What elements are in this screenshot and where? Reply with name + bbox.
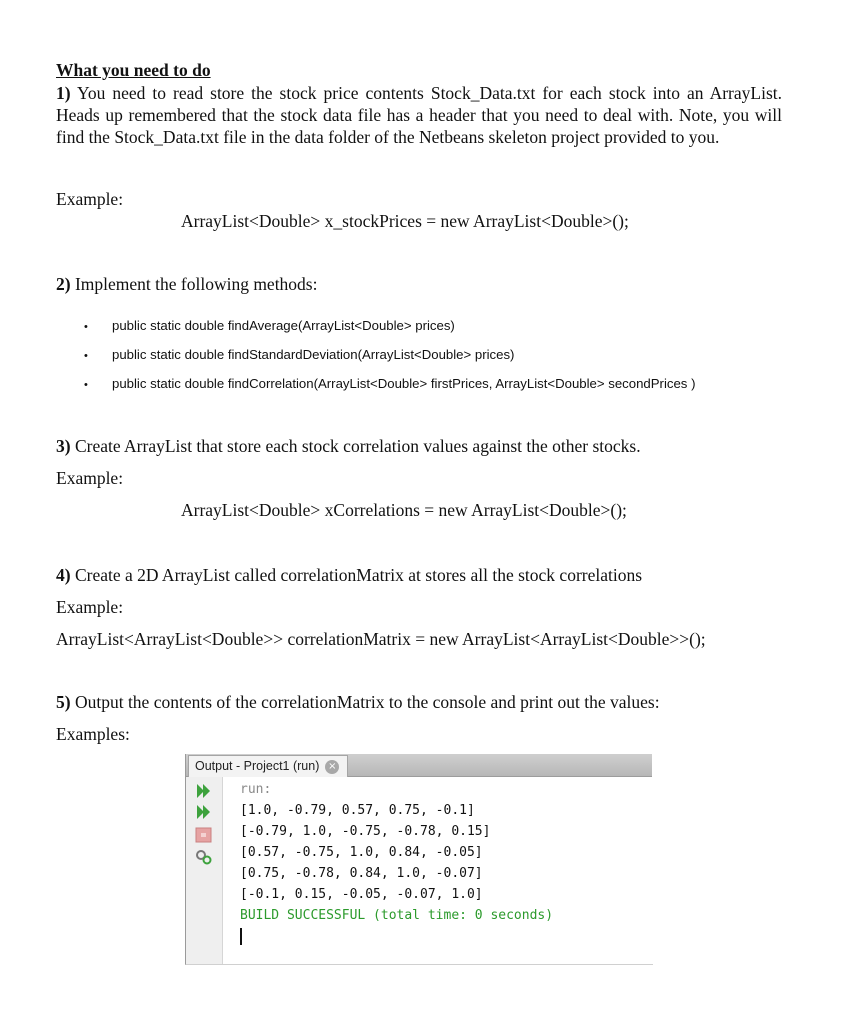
step-2-number: 2) xyxy=(56,274,71,294)
method-list-item xyxy=(84,376,695,391)
settings-icon[interactable] xyxy=(195,849,213,865)
method-signature: public static double findAverage(ArrayList<Double> prices) xyxy=(112,318,455,333)
console-output xyxy=(240,779,553,947)
step-4-example-code: ArrayList<ArrayList<Double>> correlationMatrix = new ArrayList<ArrayList<Double>>(); xyxy=(56,629,706,649)
step-4-paragraph xyxy=(56,565,642,586)
step-4-text: Create a 2D ArrayList called correlationMatrix at stores all the stock correlations xyxy=(70,565,643,585)
bullet: • xyxy=(84,321,88,333)
step-1-paragraph xyxy=(56,82,782,148)
rerun-with-params-icon[interactable] xyxy=(195,804,213,820)
step-1-text: You need to read store the stock price contents Stock_Data.txt for each stock into an ArrayList. Heads up remembered that the stock data file has a header that you need to deal with. Note, you will find the Stock_Data.txt file in the data folder of the Netbeans skeleton project provided to you. xyxy=(56,83,782,147)
build-status: BUILD SUCCESSFUL (total time: 0 seconds) xyxy=(240,908,554,923)
step-5-example-label: Examples: xyxy=(56,724,130,744)
section-heading: What you need to do xyxy=(56,60,211,80)
console-line: [-0.79, 1.0, -0.75, -0.78, 0.15] xyxy=(240,824,491,839)
rerun-icon[interactable] xyxy=(195,783,213,799)
output-tab-bar xyxy=(186,754,652,777)
text-cursor xyxy=(240,928,242,945)
step-3-paragraph xyxy=(56,436,641,457)
console-line: [-0.1, 0.15, -0.05, -0.07, 1.0] xyxy=(240,887,483,902)
method-signature: public static double findCorrelation(ArrayList<Double> firstPrices, ArrayList<Double> secondPrices ) xyxy=(112,376,696,391)
step-1-example-code: ArrayList<Double> x_stockPrices = new ArrayList<Double>(); xyxy=(181,211,629,231)
method-signature: public static double findStandardDeviation(ArrayList<Double> prices) xyxy=(112,347,515,362)
step-4-number: 4) xyxy=(56,565,71,585)
step-3-text: Create ArrayList that store each stock correlation values against the other stocks. xyxy=(70,436,641,456)
console-line: [0.75, -0.78, 0.84, 1.0, -0.07] xyxy=(240,866,483,881)
step-5-text: Output the contents of the correlationMatrix to the console and print out the values: xyxy=(70,692,660,712)
bullet: • xyxy=(84,379,88,391)
step-2-paragraph xyxy=(56,274,317,295)
console-line: run: xyxy=(240,782,272,797)
method-list-item xyxy=(84,347,514,362)
output-toolbar xyxy=(186,777,223,964)
step-3-example-label: Example: xyxy=(56,468,124,488)
step-5-number: 5) xyxy=(56,692,71,712)
method-list-item xyxy=(84,318,455,333)
bullet: • xyxy=(84,350,88,362)
step-1-number: 1) xyxy=(56,83,71,103)
step-5-paragraph xyxy=(56,692,660,713)
step-2-text: Implement the following methods: xyxy=(70,274,318,294)
output-tab[interactable] xyxy=(188,755,348,777)
step-3-number: 3) xyxy=(56,436,71,456)
step-4-example-label: Example: xyxy=(56,597,124,617)
step-3-example-code: ArrayList<Double> xCorrelations = new ArrayList<Double>(); xyxy=(181,500,627,520)
output-tab-title: Output - Project1 (run) xyxy=(195,759,320,773)
console-line: [1.0, -0.79, 0.57, 0.75, -0.1] xyxy=(240,803,475,818)
close-icon[interactable]: × xyxy=(325,760,339,774)
output-panel xyxy=(185,754,653,965)
console-caret-line[interactable] xyxy=(240,926,553,947)
step-1-example-label: Example: xyxy=(56,189,124,209)
console-line: [0.57, -0.75, 1.0, 0.84, -0.05] xyxy=(240,845,483,860)
stop-icon[interactable] xyxy=(195,827,213,843)
